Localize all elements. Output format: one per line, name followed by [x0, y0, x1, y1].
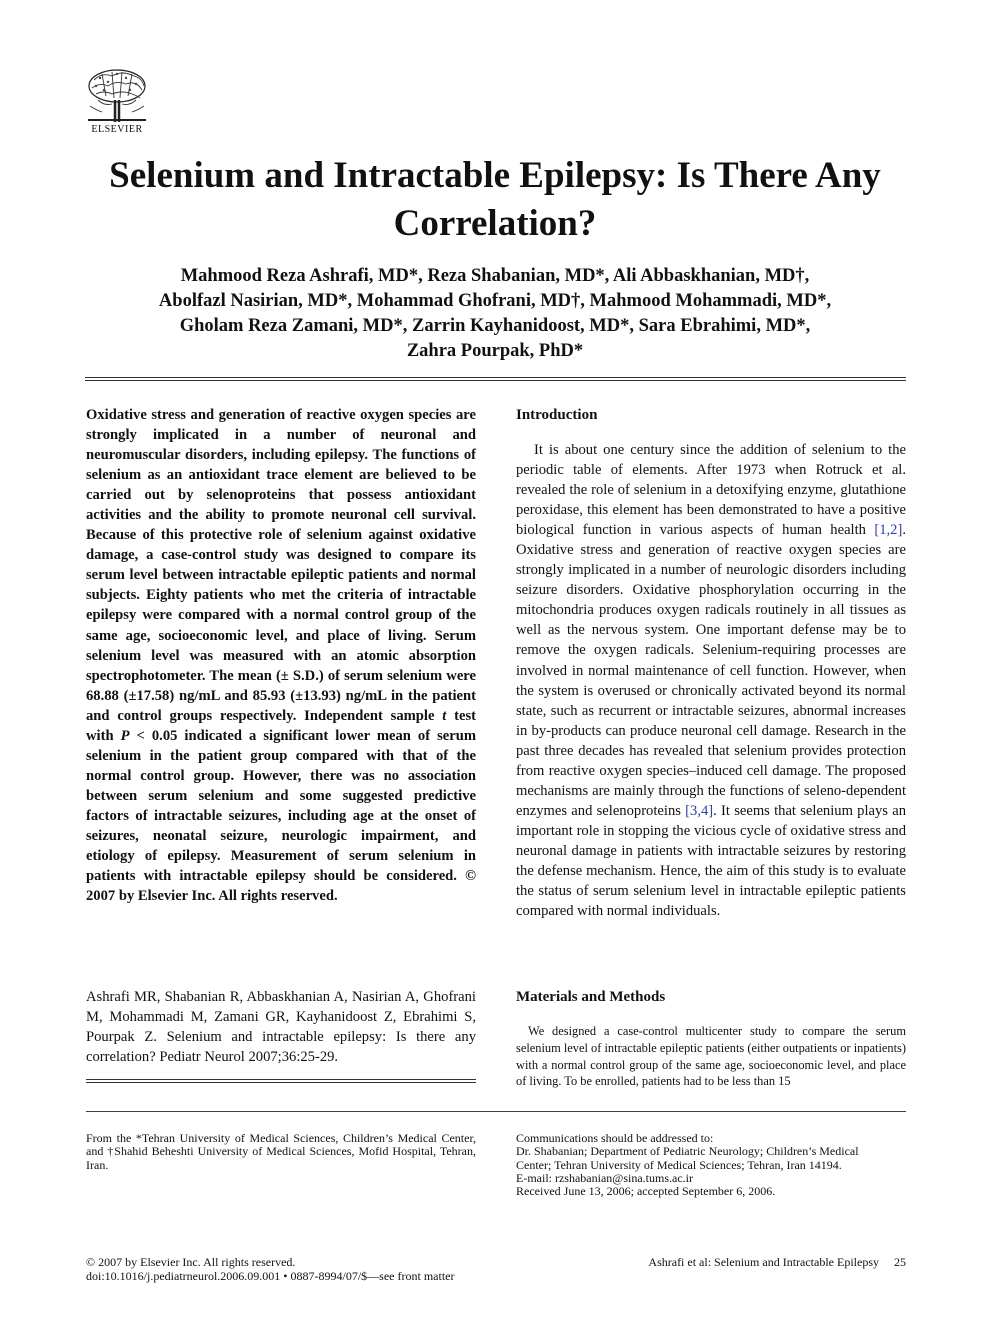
affiliation-note: From the *Tehran University of Medical Sciences, Children’s Medical Center, and †Shahid Beheshti University of Medical Sciences, Mofid Hospital, Tehran, Iran. — [86, 1131, 476, 1172]
page-number: 25 — [894, 1255, 906, 1269]
tree-icon — [82, 66, 152, 124]
footer-left — [86, 1256, 454, 1283]
citation: Ashrafi MR, Shabanian R, Abbaskhanian A, Nasirian A, Ghofrani M, Mohammadi M, Zamani GR, Kayhanidoost Z, Ebrahimi S, Pourpak Z. Selenium and intractable epilepsy: Is there any correlation? Pediatr Neurol 2007;36:25-29. — [86, 989, 476, 1066]
copyright-line: © 2007 by Elsevier Inc. All rights reserved. — [86, 1255, 296, 1269]
methods-heading: Materials and Methods — [516, 989, 666, 1005]
author-line: Abolfazl Nasirian, MD*, Mohammad Ghofrani, MD†, Mahmood Mohammadi, MD*, — [158, 291, 832, 311]
author-line: Zahra Pourpak, PhD* — [406, 341, 584, 361]
correspondence-line: Communications should be addressed to: — [516, 1131, 714, 1145]
reference-link[interactable]: [1,2] — [874, 522, 903, 539]
author-line: Mahmood Reza Ashrafi, MD*, Reza Shabanian, MD*, Ali Abbaskhanian, MD†, — [180, 266, 810, 286]
introduction-text: . Oxidative stress and generation of reactive oxygen species are strongly implicated in a number of neurologic disorders including seizure disorders. Oxidative phosphorylation occurring in the mitochondria produces oxygen radicals routinely in all tissues as well as the nervous system. One important defense may be to remove the oxygen radicals. Selenium-requiring processes are involved in normal maintenance of cell function. However, when the system is overused or chronically activated beyond its normal state, such as recurrent or intractable seizures, abnormal increases in by-products can produce neuronal cell damage. Research in the past three decades has revealed that selenium provides protection from reactive oxygen species–induced cell damage. The proposed mechanisms are mainly through the functions of seleno-dependent enzymes and selenoproteins — [516, 522, 906, 819]
correspondence-line: Center; Tehran University of Medical Sciences; Tehran, Iran 14194. — [516, 1157, 842, 1172]
methods-body: We designed a case-control multicenter study to compare the serum selenium level of intractable epileptic patients (either outpatients or inpatients) with a normal control group of the same age, socioeconomic level, and place of living. To be enrolled, patients had to be less than 15 — [516, 1024, 906, 1089]
correspondence-note — [516, 1132, 906, 1198]
footer-right — [648, 1256, 906, 1270]
abstract-p-symbol: P — [120, 727, 130, 744]
abstract — [86, 405, 476, 906]
correspondence-email: E-mail: rzshabanian@sina.tums.ac.ir — [516, 1170, 693, 1185]
introduction-heading: Introduction — [516, 407, 598, 423]
footnote-divider — [86, 1111, 906, 1112]
received-dates: Received June 13, 2006; accepted September 6, 2006. — [516, 1184, 776, 1199]
abstract-text: < 0.05 indicated a significant lower mean of serum selenium in the patient group compared with that of the normal control group. However, there was no association between serum selenium and some suggested predictive factors of intractable seizures, including age at the onset of seizures, neonatal seizure, neurologic impairment, and etiology of epilepsy. Measurement of serum selenium in patients with intractable epilepsy should be considered. © 2007 by Elsevier Inc. All rights reserved. — [86, 727, 476, 905]
abstract-text: test with — [86, 707, 477, 744]
elsevier-logo — [82, 66, 152, 136]
correspondence-line: Dr. Shabanian; Department of Pediatric Neurology; Children’s Medical — [516, 1144, 859, 1159]
introduction-text: It is about one century since the addition of selenium to the periodic table of elements. After 1973 when Rotruck et al. revealed the role of selenium in a detoxifying enzyme, glutathione peroxidase, this element has been demonstrated to have a positive biological function in various aspects of human health — [516, 442, 906, 539]
logo-wordmark: ELSEVIER — [91, 124, 143, 135]
introduction-body — [516, 440, 906, 921]
abstract-divider — [86, 1079, 476, 1083]
reference-link[interactable]: [3,4] — [685, 802, 714, 819]
introduction-text: . It seems that selenium plays an important role in stopping the vicious cycle of oxidative stress and neuronal damage in patients with intractable seizures by restoring the defense mechanism. Hence, the aim of this study is to evaluate the status of serum selenium level in intractable epileptic patients compared with normal individuals. — [516, 802, 906, 920]
abstract-text: Oxidative stress and generation of reactive oxygen species are strongly implicated in a number of neuronal and neuromuscular disorders, including epilepsy. The functions of selenium as an antioxidant trace element are believed to be carried out by selenoproteins that possess antioxidant activities and the ability to promote neuronal cell survival. Because of this protective role of selenium against oxidative damage, a case-control study was designed to compare its serum level between intractable epileptic patients and normal subjects. Eighty patients who met the criteria of intractable epilepsy were compared with a normal control group of the same age, socioeconomic level, and place of living. Serum selenium level was measured with an atomic absorption spectrophotometer. The mean (± S.D.) of serum selenium were 68.88 (±17.58) ng/mL and 85.93 (±13.93) ng/mL in the patient and control groups respectively. Independent sample — [86, 407, 476, 724]
header-divider — [85, 377, 906, 381]
abstract-t-symbol: t — [442, 707, 447, 724]
running-head: Ashrafi et al: Selenium and Intractable Epilepsy — [648, 1255, 879, 1269]
author-line: Gholam Reza Zamani, MD*, Zarrin Kayhanidoost, MD*, Sara Ebrahimi, MD*, — [179, 316, 811, 336]
doi-line: doi:10.1016/j.pediatrneurol.2006.09.001 • 0887-8994/07/$—see front matter — [86, 1268, 455, 1283]
article-title: Selenium and Intractable Epilepsy: Is There Any Correlation? — [109, 155, 881, 244]
author-list — [85, 264, 905, 364]
